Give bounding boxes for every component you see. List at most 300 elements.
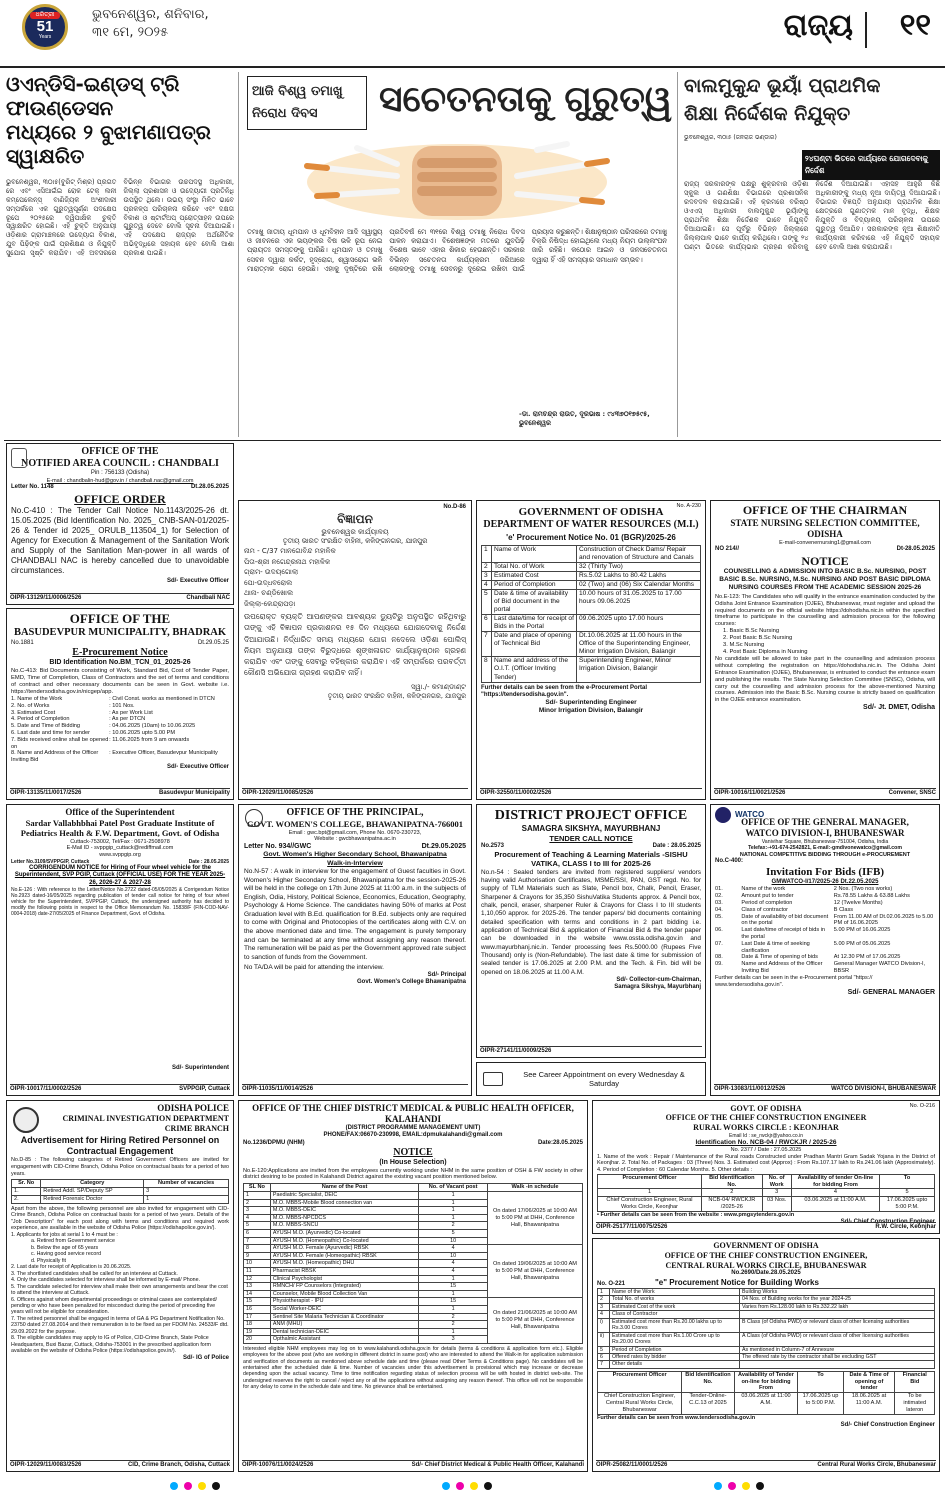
detail-cell: 03.	[715, 899, 723, 906]
list-item: 2. Last date for receipt of Application is 20.06.2025.	[11, 1264, 132, 1271]
emblem-icon	[11, 448, 27, 468]
anniversary-badge: ଧରିତ୍ରୀ 51 Years	[22, 4, 68, 50]
table-cell: Date and place of opening of Technical Bid	[492, 632, 577, 657]
table-cell: 2	[419, 1222, 488, 1230]
course-item: 1. Basic B.Sc Nursing	[723, 628, 780, 635]
list-item: a. Retired from Government service	[31, 1238, 115, 1245]
table-row	[244, 1192, 583, 1200]
column-header: Walk -in schedule	[488, 1184, 583, 1192]
table-cell: Counselor, Mobile Blood Collection Van	[270, 1290, 418, 1298]
table-cell: 1	[482, 546, 492, 563]
column-number: 4	[791, 1189, 879, 1197]
table-cell: Opthalmic Assistant	[270, 1336, 418, 1344]
table-row	[482, 657, 701, 682]
detail-cell: Last Date & time of seeking clarification	[741, 940, 810, 954]
table-row	[482, 572, 701, 581]
table-cell: Sentinel Site Malaria Technician & Coordinator	[270, 1313, 418, 1321]
column-header: Financial Bid	[895, 1371, 935, 1392]
table-row	[482, 590, 701, 615]
detail-cell: 5.00 PM of 05.06.2025	[833, 940, 891, 947]
table-cell: 6	[482, 615, 492, 632]
table-cell: 1	[419, 1290, 488, 1298]
column-header: Availability of Tender on-line for bidding From	[734, 1371, 798, 1392]
table-cell: 5	[244, 1222, 271, 1230]
table-cell: Other details	[610, 1361, 740, 1368]
list-item: 1. Applicants for jobs at serial 1 to 4 must be :	[11, 1232, 118, 1238]
detail-row	[11, 730, 229, 737]
list-item: 5. The candidate selected for interview shall make their own arrangements and bear the cost to attend the interview at Cuttack.	[11, 1283, 228, 1297]
detail-row	[11, 750, 229, 764]
table-cell: M.O. MBBS-DEIC	[270, 1207, 418, 1215]
keonjhar-tender-table	[597, 1174, 935, 1212]
water-tender-table	[481, 545, 701, 683]
table-cell: 10	[419, 1252, 488, 1260]
detail-row	[715, 927, 935, 941]
table-row	[598, 1361, 935, 1368]
watco-details	[715, 886, 935, 975]
table-cell: 1	[419, 1328, 488, 1336]
table-cell: RMNCH/ FP Counselors (Integrated)	[270, 1283, 418, 1291]
police-badge-icon	[13, 1107, 39, 1133]
course-item: 4. Post Basic Diploma in Nursing	[723, 649, 808, 656]
detail-row	[11, 716, 229, 723]
detail-cell: 2 Nos. (Two nos works)	[833, 886, 893, 893]
detail-cell: Period of completion	[741, 899, 793, 906]
column-header: Bid Identification No.	[702, 1174, 763, 1189]
detail-cell: Class of contractor	[741, 906, 789, 913]
table-cell: Period of Completion	[492, 581, 577, 590]
table-cell: 5	[419, 1230, 488, 1238]
table-row	[598, 1288, 935, 1295]
table-cell: Class of Contractor	[610, 1311, 740, 1318]
story-tobacco	[238, 72, 678, 437]
table-cell: 16	[244, 1305, 271, 1313]
column-header: Bid Identification No.	[682, 1371, 734, 1392]
story-ondc-headline: ଓଏନ୍‌ଡିସି-ଇଣ୍ଡସ୍‌ ଟ୍ରି ଫାଉଣ୍ଡେସନ ମଧ୍ୟରେ ୨ ବୁଝାମଣାପତ୍ର ସ୍ୱାକ୍ଷରିତ	[6, 72, 211, 168]
detail-cell: 12 (Twelve Months)	[833, 899, 883, 906]
detail-row	[11, 710, 229, 717]
table-cell: Period of Completion	[610, 1346, 740, 1353]
detail-label: 6. Last date and time for sender	[11, 730, 90, 736]
detail-label: 5. Date and Time of Bidding	[11, 723, 81, 730]
ad-basudevpur: OFFICE OF THE BASUDEVPUR MUNICIPALITY, BHADRAK No.1881 Dt.29.05.25 E-Procurement Notice BID Identification No.BM_TCN_01_2025-26 No.C-413: Bid Documents consisting of Work, Standard Bid, Cost of Tender Paper, EMD, Time of Completion, Class of Contractors and the set of terms and conditions of contract and other necessary documents can be seen in Govt. website i.e. https://tendersodisha.gov.in/nicgep/app. 1. Name of the Work : Civil Const. works as mentioned in DTCN 2. No. of Works : 101 Nos. 3. Estimated Cost : As per Work List 4. Period of Completion : As per DTCN 5. Date and Time of Bidding : 04.06.2025 (10am) to 10.06.2025 6. Last date and time for sender : 10.06.2025 upto 5.00 PM 7. Bids received online shall be opened on : 11.06.2025 from 9 am onwards 8. Name and Address of the Officer Inviting Bid : Executive Officer, Basudevpur Municipality Sd/- Executive Officer OIPR-13135/11/0017/2526 Basudevpur Municipality	[6, 608, 234, 800]
table-cell: 2	[482, 563, 492, 572]
detail-label: 8. Name and Address of the Officer Inviting Bid	[11, 750, 99, 764]
table-row	[598, 1318, 935, 1332]
table-cell: 8	[482, 657, 492, 682]
table-cell: 18	[244, 1321, 271, 1329]
detail-value: : 10.06.2025 upto 5.00 PM	[109, 730, 176, 736]
dateline: ଭୁବନେଶ୍ୱର, ଶନିବାର, ୩୧ ମେ, ୨୦୨୫	[92, 7, 209, 40]
column-header: Date & Time of opening of tender	[843, 1371, 895, 1392]
detail-label: 1. Name of the Work	[11, 695, 63, 702]
detail-cell: General Manager WATCO Division-I, BBSR	[833, 961, 926, 975]
table-cell: 3	[419, 1336, 488, 1344]
table-cell: 1	[419, 1207, 488, 1215]
field-line: ପିତା-ଶ୍ରୀ ନଗେନ୍ଦ୍ରନାଥ ମହାଳିକ	[244, 557, 331, 566]
table-cell: Total No. of Work	[492, 563, 577, 572]
table-cell: 1	[244, 1192, 271, 1200]
table-cell: 14	[244, 1290, 271, 1298]
column-number: 1	[598, 1189, 702, 1197]
table-cell: 17.06.2025 upto 5:00 P.M.	[880, 1197, 935, 1212]
table-cell: 12	[244, 1275, 271, 1283]
table-cell: 15	[419, 1283, 488, 1291]
detail-cell: Date & Time of opening of bids	[741, 954, 818, 961]
table-cell: 03.06.2025 at 11:00 A.M.	[734, 1393, 798, 1414]
ad-nursing: OFFICE OF THE CHAIRMAN STATE NURSING SELECTION COMMITTEE, ODISHA E-mail-convenernursing1@gmail.com NO 214// Dt-28.05.2025 NOTICE COUNSELLING & ADMISSION INTO BASIC B.Sc. NURSING, POST BASIC B.Sc. NURSING, M.Sc. NURSING AND POST BASIC DIPLOMA NURSING COURSES FROM THE ACADEMIC SESSION 2025-26 No.E-123: The Candidates who will qualify in the entrance examination conducted by the Odisha Joint Entrance Examination (OJEE), Bhubaneswar, must register and upload the required documents on the official website https://dohodisha.nic.in within the specified timeframe to participate in the counselling and admission process for the following courses: 1. Basic B.Sc Nursing 2. Post Basic B.Sc Nursing 3. M.Sc Nursing 4. Post Basic Diploma in Nursing No candidate will be allowed to take part in the counselling and admission process without completing the registration on https://dohodisha.nic.in. The Odisha Joint Entrance Examination (OJEE), Bhubaneswar, is entrusted to conduct the entrance exam and publishing the results. The State Nursing Selection Committee (SNSC), Odisha, will carry out the counselling and admission process for the above-mentioned Nursing courses. Admission into the Basic B.Sc. Nursing course is strictly based on qualification in the OJEE entrance examination. Sd/- Jt. DMET, Odisha OIPR-10016/11/0021/2526 Convener, SNSC	[710, 500, 940, 800]
detail-value: : 11.06.2025 from 9 am onwards	[109, 736, 190, 743]
column-header: No. of Work	[762, 1174, 791, 1189]
table-cell: 7	[244, 1237, 271, 1245]
table-cell: 32 (Thirty Two)	[577, 563, 701, 572]
story-tobacco-headline: ସଚେତନତାକୁ ଗୁରୁତ୍ୱ	[379, 79, 673, 120]
table-cell: 3	[244, 1207, 271, 1215]
detail-cell: 04.	[715, 906, 723, 913]
ad-watco: WATCO OFFICE OF THE GENERAL MANAGER, WATCO DIVISION-I, BHUBANESWAR Vanivihar Square, Bhubaneswar-751004, Odisha, India Telefax:-+91-674-2542821, E-mail:-gmdivonewatco@gmail.com NATIONAL COMPETITIVE BIDDING THROUGH e-PROCUREMENT No.C-400: Invitation For Bids (IFB) GMWATCO-I/17/2025-26 Dt.22.05.2025 01. Name of the work 2 Nos. (Two nos works) 02. Amount put to tender Rs.78.55 Lakhs & 63.88 Lakhs 03. Period of completion 12 (Twelve Months) 04. Class of contractor B Class 05. Date of availability of bid document on the portal From 11.00 AM of Dt.02.06.2025 to 5.00 PM of 16.06.2025 06. Last date/time of receipt of bids in the portal 5.00 PM of 16.06.2025 07. Last Date & time of seeking clarification 5.00 PM of 05.06.2025 08. Date & Time of opening of bids At 12.30 PM of 17.06.2025 09. Name and Address of the Officer Inviting Bid General Manager WATCO Division-I, BBSR Further details can be seen in the e-Procurement portal "https:// www.tendersodisha.gov.in". Sd/- GENERAL MANAGER OIPR-13083/11/0012/2526 WATCO DIVISION-I, BHUBANESWAR	[710, 804, 940, 1096]
table-cell: Name and address of the O.I.T. (Officer Inviting Tender)	[492, 657, 577, 682]
course-item: 3. M.Sc Nursing	[723, 642, 765, 649]
table-cell: 5	[482, 590, 492, 615]
story-appointment-dateline: ଭୁବନେଶ୍ୱର, ୩୦ା୫ (ଜନରାଜ ଭଣ୍ଡାର)	[684, 134, 777, 141]
table-cell: 15	[419, 1298, 488, 1306]
column-header: Category	[41, 1180, 144, 1188]
column-header: Sr. No	[12, 1180, 41, 1188]
police-vacancy-table	[11, 1179, 229, 1203]
list-item: 7. The retired personnel shall be engaged in terms of GA & PG Department Notification No. 23750 dated 27.08.2014 and their remuneration is to be fixed as per FDOM No. 24533/F dtd. 29.09.2022 for the purpose.	[11, 1315, 229, 1335]
table-cell: 20	[244, 1336, 271, 1344]
table-cell: 03.06.2025 at 11:00 A.M.	[791, 1197, 879, 1212]
table-cell: Estimated Cost of the work	[610, 1303, 740, 1310]
table-cell: i)	[598, 1318, 610, 1332]
table-cell: 17	[244, 1313, 271, 1321]
table-cell: 2	[598, 1296, 610, 1303]
table-cell: Superintending Engineer, Minor Irrigation Division, Balangir	[577, 657, 701, 682]
table-cell: 10	[244, 1260, 271, 1268]
detail-row	[11, 723, 229, 730]
detail-row	[715, 961, 935, 975]
table-cell: Last date/time for receipt of Bids in the Portal	[492, 615, 577, 632]
story-appointment-subhead: ୨୪ଘଣ୍ଟା ଭିତରେ କାର୍ଯ୍ୟରେ ଯୋଗଦେବାକୁ ନିର୍ଦ୍ଦେଶ	[802, 150, 940, 180]
table-row	[482, 581, 701, 590]
table-cell: M.O. MBBS-Mobile Blood connection van	[270, 1199, 418, 1207]
table-cell: 3	[598, 1303, 610, 1310]
column-header: To	[880, 1174, 935, 1189]
story-appointment-body: ରାଜ୍ୟ ସରକାରଙ୍କ ପକ୍ଷରୁ ଶୁକ୍ରବାର ଓଡ଼ିଶା ସ୍କୁଲ ଓ ଗଣଶିକ୍ଷା ବିଭାଗରେ ପ୍ରଶାସନିକ ରଦବଦଳ କରାଯାଇଛି। ଏହି କ୍ରମରେ ବରିଷ୍ଠ ଓଏଏସ୍ ଅଧିକାରୀ ବାଲମୁକୁନ୍ଦ ଭୂୟାଁଙ୍କୁ ପ୍ରାଥମିକ ଶିକ୍ଷା ନିର୍ଦ୍ଦେଶକ ଭାବେ ନିଯୁକ୍ତି ଦିଆଯାଇଛି। ସେ ପୂର୍ବରୁ ବିଭିନ୍ନ ଜିଲ୍ଲାରେ ଜିଲ୍ଲାପାଳ ଭାବେ କାର୍ଯ୍ୟ କରିଥିଲେ। ତାଙ୍କୁ ୨୪ ଘଣ୍ଟା ଭିତରେ କାର୍ଯ୍ୟଭାର ଗ୍ରହଣ କରିବାକୁ ନିର୍ଦ୍ଦେଶ ଦିଆଯାଇଛି। ଏହାସହ ଆହୁରି କିଛି ଅଧିକାରୀଙ୍କୁ ମଧ୍ୟ ନୂଆ ଦାୟିତ୍ୱ ଦିଆଯାଇଛି। ବିଭାଗର ବିଜ୍ଞପ୍ତି ଅନୁଯାୟୀ ପ୍ରାଥମିକ ଶିକ୍ଷା କ୍ଷେତ୍ରରେ ଗୁଣାତ୍ମକ ମାନ ବୃଦ୍ଧି, ଶିକ୍ଷକ ନିଯୁକ୍ତି ଓ ବିଦ୍ୟାଳୟ ପରିଚାଳନା ଉପରେ ଗୁରୁତ୍ୱ ଦିଆଯିବ। ସରକାରଙ୍କ ନୂଆ ଶିକ୍ଷାନୀତି କାର୍ଯ୍ୟକାରୀ କରିବାରେ ଏହି ନିଯୁକ୍ତି ସହାୟକ ହେବ ବୋଲି ଆଶା କରାଯାଉଛି।	[684, 180, 940, 252]
table-cell: NCB-04/ RWCKJR /2025-26	[702, 1197, 763, 1212]
detail-row	[715, 893, 935, 900]
table-cell: AYUSH M.O. (Ayurvedic) Co-located	[270, 1230, 418, 1238]
table-row	[598, 1197, 935, 1212]
table-cell: 17.06.2025 up to 5:00 P.M.	[798, 1393, 843, 1414]
detail-value: : 04.06.2025 (10am) to 10.06.2025	[109, 723, 196, 730]
table-cell: 13	[244, 1283, 271, 1291]
detail-cell: B Class	[833, 906, 854, 913]
table-row	[598, 1346, 935, 1353]
detail-cell: Name of the work	[741, 886, 786, 893]
table-row	[244, 1245, 583, 1253]
table-cell: Dental technician-DEIC	[270, 1328, 418, 1336]
table-cell: 4	[598, 1311, 610, 1318]
detail-cell: At 12.30 PM of 17.06.2025	[833, 954, 901, 961]
table-cell: Chief Construction Engineer, Central Rural Works Circle, Bhubaneswar	[598, 1393, 682, 1414]
table-cell: M.O. MBBS-NPCDCS	[270, 1214, 418, 1222]
table-cell: A Class (of Odisha PWD) or relevant class of other licensing authorities	[740, 1332, 935, 1346]
detail-cell: 5.00 PM of 16.06.2025	[833, 927, 891, 934]
table-cell: Date & time of availability of Bid document in the portal	[492, 590, 577, 615]
detail-value: : As per DTCN	[109, 716, 146, 723]
detail-value: : As per Work List	[109, 709, 153, 716]
detail-cell: Last date/time of receipt of bids in the portal	[741, 927, 826, 941]
column-header: Number of vacancies	[144, 1180, 229, 1188]
detail-row	[715, 954, 935, 961]
briefcase-icon	[483, 1072, 503, 1086]
table-cell: 8	[244, 1245, 271, 1253]
detail-label: 4. Period of Completion	[11, 716, 70, 723]
walk-in-schedule: On dated 21/06/2025 at 10:00 AM to 5:00 PM at DHH, Conference Hall, Bhawanipatna	[488, 1298, 583, 1344]
detail-cell: 09.	[715, 961, 723, 968]
nursing-course-list	[723, 628, 935, 656]
detail-cell: 01.	[715, 886, 723, 893]
table-header-row	[598, 1371, 935, 1392]
table-cell: 1	[144, 1195, 229, 1203]
table-cell: 1	[598, 1288, 610, 1295]
table-cell: Tender-Online-C.C.13 of 2025	[682, 1393, 734, 1414]
column-header: Name of the Post	[270, 1184, 418, 1192]
detail-value: : Executive Officer, Basudevpur Municipality	[109, 750, 218, 757]
table-row	[482, 632, 701, 657]
detail-row	[715, 941, 935, 955]
ad-chandbali: OFFICE OF THE NOTIFIED AREA COUNCIL : CHANDBALI Pin : 756133 (Odisha) E-mail : chandbalin-hud@gov.in / chandbali.nac@gmail.com Letter No. 1148 Dt.28.05.2025 OFFICE ORDER No.C-410 : The Tender Call Notice No.1143/2025-26 dt. 15.05.2025 (Bid Identification No. 2025_ CNB-SAN-01/2025-26 & Tender id 2025_ ORULB_113504_1) for Selection of Agency for Execution & Management of the Sanitation Work and Supply of the Sanitation Man-power in all wards of CHANDBALI NAC is hereby cancelled due to unavoidable circumstances. Sd/- Executive Officer OIPR-13129/11/0006/2526 Chandbali NAC	[6, 443, 234, 605]
table-row	[482, 563, 701, 572]
list-item: 8. The eligible candidates may apply to IG of Police, CID-Crime Branch, State Police Headquarters, Buxi Bazar, Cuttack, Odisha-753001 in the prescribed application form available on the website of Odisha Police (https://odishapolice.gov.in/).	[11, 1335, 211, 1355]
table-cell: 18.06.2025 at 11:00 A.M.	[843, 1393, 895, 1414]
column-number: 5	[880, 1189, 935, 1197]
detail-row	[715, 900, 935, 907]
walk-in-schedule: On dated 19/06/2025 at 10:00 AM to 5:00 PM at DHH, Conference Hall, Bhawanipatna	[488, 1245, 583, 1298]
field-line: ଜିଲ୍ଲା-କେନ୍ଦ୍ରାପଡ଼ା	[244, 599, 296, 608]
table-cell: 19	[244, 1328, 271, 1336]
section-title: ରାଜ୍ୟ	[783, 8, 853, 43]
list-item: 3. The shortlisted candidates shall be called for an interview at Cuttack.	[11, 1270, 178, 1277]
detail-cell: 06.	[715, 927, 723, 934]
table-cell: Name of the Work	[610, 1288, 740, 1295]
table-cell: Clinical Psychologist	[270, 1275, 418, 1283]
table-cell: The offered rate by the contractor shall be excluding GST	[740, 1353, 935, 1360]
ad-sardar-patel: Office of the Superintendent Sardar Vallabhbhai Patel Post Graduate Institute of Pediatrics Health & F.W. Department, Govt. of Odisha Cuttack-753002, Tel/Fax : 0671-2508978 E-Mail ID - svppgip_cuttack@rediffmail.com www.svppgip.org Letter No.3109/SVPPGIP, Cuttack Date : 28.05.2025 CORRIGENDUM NOTICE for Hiring of Four wheel vehicle for the Superintendent, SVP PGIP, Cuttack (OFFICIAL USE) FOR THE YEAR 2025-26, 2026-27 & 2027-28 No.E-126 : With reference to the Letter/Notice No.2722 dated-05/05/2025 & Corrigendum Notice No.2923 dated-16/05/2025 regarding publication of tender call notice for hiring of four wheel vehicle for the Superintendent, SVPPGIP, Cuttack, the undersigned authority has decided to modify the following points in respect to the Office Memorandum No. 15838/F (FIN-COD-NAV-0004-2018) date-27/05/2025 of Finance Department, Govt. of Odisha. Sd/- Superintendent OIPR-10017/11/0002/2526 SVPPGIP, Cuttack	[6, 804, 234, 1096]
detail-row	[11, 696, 229, 703]
table-row	[12, 1188, 229, 1196]
field-line: ନାମ - C/37 ମାନଗୋବିନ୍ଦ ମହାଳିକ	[244, 547, 336, 556]
table-cell: 4	[419, 1260, 488, 1268]
table-cell: Paediatric Specialist, DEIC	[270, 1192, 418, 1200]
table-cell: 7	[598, 1361, 610, 1368]
detail-value: : Civil Const. works as mentioned in DTCN	[109, 695, 215, 702]
detail-cell: 07.	[715, 940, 723, 947]
table-cell: 2	[244, 1199, 271, 1207]
table-cell: 9	[244, 1252, 271, 1260]
table-cell: Retired Forensic Doctor	[41, 1195, 144, 1203]
table-cell: Varies from Rs.128.00 lakh to Rs.332.22 lakh	[740, 1303, 935, 1310]
detail-row	[715, 914, 935, 928]
table-cell: 1	[419, 1275, 488, 1283]
table-row	[598, 1296, 935, 1303]
masthead	[0, 0, 945, 68]
table-cell: 03 Nos.	[762, 1197, 791, 1212]
detail-cell: Rs.78.55 Lakhs & 63.88 Lakhs	[833, 893, 910, 900]
ad-keonjhar: No. O-216 GOVT. OF ODISHA OFFICE OF THE CHIEF CONSTRUCTION ENGINEER RURAL WORKS CIRCLE : KEONJHAR Email Id : se_rwckjr@yahoo.co.in Identification No. NCB-04 / RWCKJR / 2025-26 No. 2377 / Date : 27.05.2025 1. Name of the work : Repair / Maintenance of the Rural roads Constructed under Pradhan Mantri Gram Sadak Yojana in the District of Keonjhar. 2. Total No. of Packages : 03 (Three) Nos. 3. Estimated cost (Approx) : From Rs.107.17 lakh to Rs.241.06 lakh (Approximately). 4. Period of Completion : 60 Calendar Months. 5. Other details : Procurement Officer Bid Identification No. No. of Work Availability of tender On-line for bidding From To 1 2 3 4 5 Chief Construction Engineer, Rural Works Circle, Keonjhar NCB-04/ RWCKJR /2025-26 03 Nos. 03.06.2025 at 11:00 A.M. 17.06.2025 upto 5:00 P.M. • Further details can be seen from the website : www.pmgsytenders.gov.in Sd/- Chief Construction Engineer OIPR-25177/11/0075/2526 R.W. Circle, Keonjhar	[592, 1100, 940, 1234]
table-cell: 09.06.2025 upto 17.00 hours	[577, 615, 701, 632]
bbsr-schedule-table	[597, 1371, 935, 1415]
table-number-row	[598, 1189, 935, 1197]
table-cell: Estimated cost more than Rs.20.00 lakhs up to Rs.3.00 Crores	[610, 1318, 740, 1332]
list-item: d. Physically fit	[31, 1257, 67, 1264]
table-cell: 4	[482, 581, 492, 590]
story-appointment	[684, 72, 940, 437]
page-number: ୧୧	[899, 8, 931, 43]
table-header-row	[12, 1180, 229, 1188]
table-cell: 1	[419, 1214, 488, 1222]
table-row	[244, 1298, 583, 1306]
watco-logo-icon	[715, 807, 731, 823]
detail-label: 7. Bids received online shall be opened on	[11, 736, 109, 750]
column-header: Availability of tender On-line for bidding From	[791, 1174, 879, 1189]
detail-cell: 05.	[715, 913, 723, 920]
detail-value: : 101 Nos.	[109, 702, 135, 709]
table-row	[482, 546, 701, 563]
table-cell: 1	[419, 1199, 488, 1207]
table-cell: 10	[419, 1237, 488, 1245]
table-cell: 15	[244, 1298, 271, 1306]
career-box: See Career Appointment on every Wednesday & Saturday	[476, 1062, 706, 1096]
field-line: ଗ୍ରାମ- ଉଦୟଗୋଲା	[244, 568, 299, 577]
table-cell: Pharmacist RBSK	[270, 1267, 418, 1275]
ad-water-resources: No. A-230 GOVERNMENT OF ODISHA DEPARTMENT OF WATER RESOURCES (M.I.) 'e' Procurement Notice No. 01 (BGR)/2025-26 1 Name of Work Construction of Check Dams/ Repair and renovation of Structure and Canals 2 Total No. of Work 32 (Thirty Two) 3 Estimated Cost Rs.5.02 Lakhs to 80.42 Lakhs 4 Period of Completion 02 (Two) and (06) Six Calendar Months 5 Date & time of availability of Bid document in the portal 10.00 hours of 31.05.2025 to 17.00 hours 09.06.2025 6 Last date/time for receipt of Bids in the Portal 09.06.2025 upto 17.00 hours 7 Date and place of opening of Technical Bid Dt.10.06.2025 at 11.00 hours in the Office of the Superintending Engineer, Minor Irrigation Division, Balangir 8 Name and address of the O.I.T. (Officer Inviting Tender) Superintending Engineer, Minor Irrigation Division, Balangir Further details can be seen from the e-Procurement Portal "https://tendersodisha.gov.in". Sd/- Superintending Engineer Minor Irrigation Division, Balangir OIPR-32550/11/0002/2526	[476, 500, 706, 800]
table-cell: 1	[419, 1192, 488, 1200]
table-cell: AYUSH M.O. Female (Ayurvedic) RBSK	[270, 1245, 418, 1253]
ad-odisha-police: ODISHA POLICE CRIMINAL INVESTIGATION DEPARTMENT CRIME BRANCH Advertisement for Hiring Retired Personnel on Contractual Engagement No.D-85 : The following categories of Retired Government Officers are invited for engagement with CID-Crime Branch, Odisha Police on contractual basis for a period of two years. Sr. No Category Number of vacancies 1. Retired Addl. SP/Deputy SP 3 2. Retired Forensic Doctor 1 Apart from the above, the following personnel are also invited for engagement with CID-Crime Branch, Odisha Police on contractual basis for a period of two years. Details of the "Job Description" for each post along with terms and conditions and required work experience, are available in the website of Odisha Police (https://odishapolice.gov.in/). 1. Applicants for jobs at serial 1 to 4 must be : a. Retired from Government service b. Below the age of 65 years c. Having good service record d. Physically fit 2. Last date for receipt of Application is 20.06.2025. 3. The shortlisted candidates shall be called for an interview at Cuttack. 4. Only the candidates selected for interview shall be informed by E-mail/ Phone. 5. The candidate selected for interview shall make their own arrangements and bear the cost to attend the interview at Cuttack. 6. Officers against whom departmental proceedings or criminal cases are contemplated/ pending or who have been penalized for misconduct during the period of preceding five years will not be eligible for consideration. 7. The retired personnel shall be engaged in terms of GA & PG Department Notification No. 23750 dated 27.08.2014 and their remuneration is to be fixed as per FDOM No. 24533/F dtd. 29.09.2022 for the purpose. 8. The eligible candidates may apply to IG of Police, CID-Crime Branch, State Police Headquarters, Buxi Bazar, Cuttack, Odisha-753001 in the prescribed application form available on the website of Odisha Police (https://odishapolice.gov.in/). Sd/- IG of Police OIPR-12029/11/0083/2526 CID, Crime Branch, Odisha, Cuttack	[6, 1100, 234, 1472]
table-cell: Rs.5.02 Lakhs to 80.42 Lakhs	[577, 572, 701, 581]
ad-district-project: DISTRICT PROJECT OFFICE SAMAGRA SIKSHYA, MAYURBHANJ TENDER CALL NOTICE No.2573 Date : 28.05.2025 Procurement of Teaching & Learning Materials -SISHU VATIKA, CLASS I to III for 2025-26 No.n-54 : Sealed tenders are invited from registered suppliers/ vendors having valid Authorisation Certificates, MSME/SSI, PAN, GST regd. No. for supply of TLM Materials such as Slate, Pencil box, Chalk, Pencil, Eraser, Sharpener & Crayons for 35,350 SishuVatika Students approx. & Pencil box, chalk, pencil, eraser, sharpener Ruler & Crayons for Class I to III students 1,10,050 approx. for 2025-26. The tender papers/ bid documents containing detailed specification with terms and conditions in 2 part bidding i.e. application of Technical Bid & application of Financial Bid & the tender paper can be downloaded in the website www.ossta.odisha.gov.in and www.mayurbhanj.nic.in. Tender processing fees Rs.5000.00 (Rupees Five Thousand) only is (Non-Refundable). The last date & time for submission of sealed tender is 17.06.2025 at 2.00 P.M. and the Tech. & Fin. bid will be opened on 18.06.2025 at 11.00 A.M. Sd/- Collector-cum-Chairman, Samagra Sikshya, Mayurbhanj OIPR-27141/11/0009/2526	[476, 804, 706, 1058]
detail-label: 2. No. of Works	[11, 702, 50, 709]
table-cell: 5	[598, 1346, 610, 1353]
kalahandi-vacancy-table	[243, 1183, 583, 1344]
story-tobacco-byline: -ଡା. ରାମଚନ୍ଦ୍ର ରାଉତ, ଦୂରଭାଷ : ୯୪୩୭୦୧୭୫୯୫, ଭୁବନେଶ୍ୱର	[519, 410, 650, 427]
ad-kalahandi: OFFICE OF THE CHIEF DISTRICT MEDICAL & PUBLIC HEALTH OFFICER, KALAHANDI (DISTRICT PROGRAMME MANAGEMENT UNIT) PHONE/FAX:06670-230998, EMAIL:dpmukalahandi@gmail.com No.1236/DPMU (NHM) Date:28.05.2025 NOTICE (In House Selection) No.E-120:Applications are invited from the employees currently working under NHM in the same position of OSH & FW society in other district desiring to be posted in Kalahandi District against the existing vacant position mentioned below. SL No Name of the Post No. of Vacant post Walk -in schedule 1 Paediatric Specialist, DEIC 1 On dated 17/06/2025 at 10:00 AM to 5:00 PM at DHH, Conference Hall, Bhawanipatna 2 M.O. MBBS-Mobile Blood connection van 1 3 M.O. MBBS-DEIC 1 4 M.O. MBBS-NPCDCS 1 5 M.O. MBBS-SNCU 2 6 AYUSH M.O. (Ayurvedic) Co-located 5 7 AYUSH M.O. (Homeopathic) Co-located 10 8 AYUSH M.O. Female (Ayurvedic) RBSK 4 On dated 19/06/2025 at 10:00 AM to 5:00 PM at DHH, Conference Hall, Bhawanipatna 9 AYUSH M.O. Female (Homeopathic) RBSK 10 10 AYUSH M.O. (Homeopathic) DHU 4 11 Pharmacist RBSK 4 12 Clinical Psychologist 1 13 RMNCH/ FP Counselors (Integrated) 15 14 Counselor, Mobile Blood Collection Van 1 15 Physiotherapist - IPU 15 On dated 21/06/2025 at 10:00 AM to 5:00 PM at DHH, Conference Hall, Bhawanipatna 16 Social Worker-DEIC 1 17 Sentinel Site Malaria Technician & Coordinator 2 18 ANM (MHU) 2 19 Dental technician-DEIC 1 20 Opthalmic Assistant 3 Interested eligible NHM employees may log on to www.kalahandi.odisha.gov.in for details (terms & conditions & application form etc.). Eligible employees for the above post (who are working in different district in same post) who are interested to attend the Walk-in for application submission and verification of documents as mentioned above schedule date and time (please read Other Terms & Conditions page). No candidates will be entertained after the scheduled date & time. Number of vacancies under this advertisement is provisional which may increase or decrease depending upon the actual vacancy. Time to time notification regarding status of selection process will be with hosted in district web-site. The undersigned reserves the right to cancel / reject any or all the applications without assigning any reason thereof. This office will not be responsible for any delay to come in the schedule date and time. No grievance shall be entertained. OIPR-10076/11/0024/2526 Sd/- Chief District Medical & Public Health Officer, Kalahandi	[238, 1100, 588, 1472]
table-row	[598, 1393, 935, 1414]
table-cell: 02 (Two) and (06) Six Calendar Months	[577, 581, 701, 590]
section-divider	[865, 12, 867, 48]
table-row	[598, 1311, 935, 1318]
detail-cell: Amount put to tender	[741, 893, 794, 900]
table-cell: 7	[482, 632, 492, 657]
table-cell: AYUSH M.O. Female (Homeopathic) RBSK	[270, 1252, 418, 1260]
column-number: 2	[702, 1189, 763, 1197]
field-line: ପୋ-ଉଦ୍ଧବରୋଲ	[244, 578, 293, 587]
table-cell: 3	[144, 1188, 229, 1196]
table-cell: 4	[244, 1214, 271, 1222]
table-cell: Construction of Check Dams/ Repair and renovation of Structure and Canals	[577, 546, 701, 563]
table-cell: 3	[482, 572, 492, 581]
detail-row	[715, 907, 935, 914]
table-cell: 6	[244, 1230, 271, 1238]
detail-cell: Date of availability of bid document on the portal	[741, 913, 829, 927]
column-header: No. of Vacant post	[419, 1184, 488, 1192]
story-ondc-body: ଭୁବନେଶ୍ୱର, ୩୦ା୫(ବୁରିଟ୍ ମିଶ୍ର) ପ୍ରଗତ ରେ ଏବଂ ଏସିଆଇଁଇ ରୋକ ଟେକ୍ ଲନୀ କମ୍ପେଲେନ୍ସ୍ ବାଣିଜ୍ୟିକ ଅଂଶୀଦାରୀ ସମ୍ପର୍କରେ ଏକ ଗୁରୁତ୍ୱପୂର୍ଣ୍ଣ ପଦକ୍ଷେପ ରୂପେ ୨୦୨୫ରେ ଦ୍ୱିପାକ୍ଷିକ ଚୁକ୍ତି ସ୍ୱାକ୍ଷରିତ ହୋଇଛି। ଏହି ଚୁକ୍ତି ଅନୁଯାୟୀ ଓଡ଼ିଶାର ଗ୍ରାମାଞ୍ଚଳରେ ଉଦ୍ୟୋଗ ବିକାଶ, ଯୁବ ପିଢ଼ିଙ୍କ ପାଇଁ ପ୍ରଶିକ୍ଷଣ ଓ ନିଯୁକ୍ତି ସୁଯୋଗ ସୃଷ୍ଟି କରାଯିବ। ଏହି ଅବସରରେ ବିଭିନ୍ନ ବିଭାଗର ଉଚ୍ଚପଦସ୍ଥ ଅଧିକାରୀ, ଜିଲ୍ଲା ପ୍ରଶାସନ ଓ ଉଦ୍ୟୋଗୀ ପ୍ରତିନିଧି ଉପସ୍ଥିତ ଥିଲେ। ଉଭୟ ସଂସ୍ଥା ମିଳିତ ଭାବେ ପ୍ରକଳ୍ପ ପରିଚାଳନା କରିବେ ଏବଂ ଦକ୍ଷତା ବିକାଶ ଓ ଷ୍ଟାର୍ଟଅପ୍ ପ୍ରୋତ୍ସାହନ ଉପରେ ଗୁରୁତ୍ୱ ଦେବେ ବୋଲି ସୂଚନା ଦିଆଯାଇଛି। ଏହି ପଦକ୍ଷେପ ରାଜ୍ୟର ଅର୍ଥନୈତିକ ଅଭିବୃଦ୍ଧିରେ ସହାୟକ ହେବ ବୋଲି ଆଶା ପ୍ରକାଶ ପାଇଛି।	[6, 178, 234, 258]
table-row	[598, 1303, 935, 1310]
table-cell: Building Works	[740, 1288, 935, 1295]
column-header: SL No	[244, 1184, 271, 1192]
detail-row	[11, 703, 229, 710]
table-header-row	[244, 1184, 583, 1192]
table-cell: Total No. of works	[610, 1296, 740, 1303]
table-cell: Social Worker-DEIC	[270, 1305, 418, 1313]
table-cell: Chief Construction Engineer, Rural Works Circle, Keonjhar	[598, 1197, 702, 1212]
tobacco-fist-illustration	[247, 136, 667, 224]
course-item: 2. Post Basic B.Sc Nursing	[723, 635, 793, 642]
detail-cell: From 11.00 AM of Dt.02.06.2025 to 5.00 PM of 16.06.2025	[833, 913, 934, 927]
story-tobacco-body: ତମାଖୁ ଜାତୀୟ ଧୂମପାନ ଓ ଧୂମବିହୀନ ଆଦି ସ୍ୱାସ୍ଥ୍ୟ ଓ ଜୀବନରେ ଏକ ଭୟଙ୍କର ବିଷ ଭଳି ରୂପ ନେଇ ପ୍ରାୟତଃ ସମସ୍ତଙ୍କୁ ଘାରିଛି। ଧୂମପାନ ଓ ତମାଖୁ ସେବନ ଦ୍ୱାରା କର୍କଟ, ହୃଦ୍‌ରୋଗ, ଶ୍ୱାସରୋଗ ଭଳି ମାରାତ୍ମକ ରୋଗ ହେଉଛି। ଏହାକୁ ଦୃଷ୍ଟିରେ ରଖି ପ୍ରତିବର୍ଷ ମେ ୩୧ରେ ବିଶ୍ୱ ତମାଖୁ ନିରୋଧ ଦିବସ ପାଳନ କରାଯାଏ। ବିଶେଷଜ୍ଞଙ୍କ ମତରେ ଯୁବପିଢ଼ି ବିଶେଷ ଭାବେ ଏହାର ଶିକାର ହେଉଛନ୍ତି। ସରକାର ବିଭିନ୍ନ ସଚେତନତା କାର୍ଯ୍ୟକ୍ରମ ଜରିଆରେ ଲୋକଙ୍କୁ ତମାଖୁ ସେବନରୁ ଦୂରେଇ ରଖିବା ପାଇଁ ପ୍ରୟାସ କରୁଛନ୍ତି। ଶିକ୍ଷାନୁଷ୍ଠାନ ପରିସରରେ ତମାଖୁ ବିକ୍ରି ନିଷିଦ୍ଧ ହୋଇଥିଲେ ମଧ୍ୟ ନିୟମ ଉଲ୍ଲଂଘନ ଜାରି ରହିଛି। କଠୋର ଆଇନ ଓ ଜନସଚେତନତା ଦ୍ୱାରା ହିଁ ଏହି ସମସ୍ୟାର ସମାଧାନ ସମ୍ଭବ।	[247, 228, 667, 273]
table-cell: Retired Addl. SP/Deputy SP	[41, 1188, 144, 1196]
table-cell	[740, 1311, 935, 1318]
odia-notice-fields	[244, 546, 466, 609]
column-header: To	[798, 1371, 843, 1392]
table-cell: 2	[419, 1313, 488, 1321]
story-ondc	[6, 72, 234, 437]
ad-odia-notice: No.D-86 ବିଜ୍ଞାପନ ଭୁବନେଶ୍ୱର କାର୍ଯ୍ୟାଳୟ ତୃତୀୟ ଭାରତ ସଂରକ୍ଷିତ ବାହିନୀ, କଳିଙ୍ଗନଗର, ଯାଜପୁର ନାମ - C/37 ମାନଗୋବିନ୍ଦ ମହାଳିକ ପିତା-ଶ୍ରୀ ନଗେନ୍ଦ୍ରନାଥ ମହାଳିକ ଗ୍ରାମ- ଉଦୟଗୋଲା ପୋ-ଉଦ୍ଧବରୋଲ ଥାନା- ଚଣ୍ଡିଖୋଲ ଜିଲ୍ଲା-କେନ୍ଦ୍ରାପଡ଼ା ଉପରୋକ୍ତ ବ୍ୟକ୍ତି ଆପଣଙ୍କର ଆବଶ୍ୟକ ଡ୍ୟୁଟିରୁ ଅନୁପସ୍ଥିତ ରହିଥିବାରୁ ତାଙ୍କୁ ଏହି ବିଜ୍ଞାପନ ପ୍ରକାଶନର ୧୫ ଦିନ ମଧ୍ୟରେ ଯୋଗଦେବାକୁ ନିର୍ଦ୍ଦେଶ ଦିଆଯାଉଛି। ନିର୍ଦ୍ଧାରିତ ସମୟ ମଧ୍ୟରେ ଯୋଗ ନଦେଲେ ଓଡ଼ିଶା ପୋଲିସ୍ ନିୟମ ଅନୁଯାୟୀ ତାଙ୍କ ବିରୁଦ୍ଧରେ ଶୃଙ୍ଖଳାଗତ କାର୍ଯ୍ୟାନୁଷ୍ଠାନ ଗ୍ରହଣ କରାଯିବ ଏବଂ ତାଙ୍କୁ ସେବାରୁ ବହିଷ୍କାର କରାଯିବ। ଏହି ସମ୍ପର୍କରେ ପରବର୍ତ୍ତୀ କୌଣସି ଅଭିଯୋଗ ଗ୍ରହଣ କରାଯିବ ନାହିଁ। ସ୍ୱା./- କମାଣ୍ଡାଣ୍ଟ ତୃତୀୟ ଭାରତ ସଂରକ୍ଷିତ ବାହିନୀ, କଳିଙ୍ଗନଗର, ଯାଜପୁର OIPR-12029/11/0085/2526	[238, 500, 472, 800]
field-line: ଥାନା- ଚଣ୍ଡିଖୋଲ	[244, 589, 294, 598]
color-registration-marks	[170, 1482, 770, 1492]
table-cell: AYUSH M.O. (Homeopathic) Co-located	[270, 1237, 418, 1245]
table-cell: 6	[598, 1353, 610, 1360]
detail-cell: Name and Address of the Officer Inviting Bid	[741, 961, 823, 975]
ad-womens-college: OFFICE OF THE PRINCIPAL, GOVT. WOMEN'S COLLEGE, BHAWANIPATNA-766001 Email : gwc.bpt@gmail.com, Phone No. 0670-230723, Website : gwcbhawanipatna.ac.in Letter No. 934//GWC Dt.29.05.2025 Govt. Women's Higher Secondary School, Bhawanipatna Walk-in-Interview No.N-57 : A walk in interview for the engagement of Guest faculties in Govt. Women's Higher Secondary School, Bhawanipatna for the session-2025-26 will be held in the college on 17th June 2025 at 11:00 a.m. in the subjects of English, Odia, History, Political Science, Economics, Education, Geography, Psychology & Home Science. The candidates having 50% of marks at Post Graduation level with B.Ed. qualification for B.Ed. subjects only are required to come with Original and Photocopies of the certificates along with C.V. on the above mentioned date and time. The engagement is purely temporary and can be terminated at any time without assigning any reason thereof. The remuneration will be paid as per the Government approved rate subject to sanction of funds from the Government. No TA/DA will be paid for attending the interview. Sd/- Principal Govt. Women's College Bhawanipatna OIPR-11035/11/0014/2526	[238, 804, 472, 1096]
table-cell: 4	[419, 1267, 488, 1275]
table-cell: 04 Nos. of Building works for the year 2024-25	[740, 1296, 935, 1303]
table-row	[598, 1353, 935, 1360]
table-cell: Estimated Cost	[492, 572, 577, 581]
table-cell: 1.	[12, 1188, 41, 1196]
table-cell: 2.	[12, 1195, 41, 1203]
list-item: 6. Officers against whom departmental proceedings or criminal cases are contemplated/ pending or who have been penalized for misconduct during the period of preceding five years will not be eligible for consideration.	[11, 1296, 217, 1316]
list-item: b. Below the age of 65 years	[31, 1244, 99, 1251]
table-cell	[740, 1361, 935, 1368]
table-cell: M.O. MBBS-SNCU	[270, 1222, 418, 1230]
bbsr-work-table	[597, 1288, 935, 1369]
table-cell: 4	[419, 1245, 488, 1253]
table-cell: AYUSH M.O. (Homeopathic) DHU	[270, 1260, 418, 1268]
table-cell: Offered rates by bidder	[610, 1353, 740, 1360]
table-cell: As mentioned in Column-7 of Annexure	[740, 1346, 935, 1353]
detail-label: 3. Estimated Cost	[11, 709, 56, 716]
column-header: Procurement Officer	[598, 1371, 682, 1392]
table-cell: Estimated cost more than Rs.1.00 Crore up to Rs.20.00 Crores	[610, 1332, 740, 1346]
table-cell: 1	[419, 1305, 488, 1313]
table-cell: B Class (of Odisha PWD) or relevant class of other licensing authorities	[740, 1318, 935, 1332]
story-appointment-headline: ବାଲମୁକୁନ୍ଦ ଭୂୟାଁ ପ୍ରାଥମିକ ଶିକ୍ଷା ନିର୍ଦ୍ଦେଶକ ନିଯୁକ୍ତ	[684, 75, 881, 125]
table-cell: Name of Work	[492, 546, 577, 563]
column-header: Procurement Officer	[598, 1174, 702, 1189]
table-cell: Dt.10.06.2025 at 11.00 hours in the Office of the Superintending Engineer, Minor Irrigation Division, Balangir	[577, 632, 701, 657]
ad-central-rural-works: GOVERNMENT OF ODISHA OFFICE OF THE CHIEF CONSTRUCTION ENGINEER, CENTRAL RURAL WORKS CIRCLE, BHUBANESWAR No.2690/Date.28.05.2025 No. O-221 "e" Procurement Notice for Building Works 1 Name of the Work Building Works 2 Total No. of works 04 Nos. of Building works for the year 2024-25 3 Estimated Cost of the work Varies from Rs.128.00 lakh to Rs.332.22 lakh 4 Class of Contractor i) Estimated cost more than Rs.20.00 lakhs up to Rs.3.00 Crores B Class (of Odisha PWD) or relevant class of other licensing authorities ii) Estimated cost more than Rs.1.00 Crore up to Rs.20.00 Crores A Class (of Odisha PWD) or relevant class of other licensing authorities 5 Period of Completion As mentioned in Column-7 of Annexure 6 Offered rates by bidder The offered rate by the contractor shall be excluding GST 7 Other details Procurement Officer Bid Identification No. Availability of Tender on-line for bidding From To Date & Time of opening of tender Financial Bid Chief Construction Engineer, Central Rural Works Circle, Bhubaneswar Tender-Online-C.C.13 of 2025 03.06.2025 at 11:00 A.M. 17.06.2025 up to 5:00 P.M. 18.06.2025 at 11:00 A.M. To be intimated lateron Further details can be seen from www.tendersodisha.gov.in Sd/- Chief Construction Engineer OIPR-25082/11/0001/2526 Central Rural Works Circle, Bhubaneswar	[592, 1238, 940, 1472]
story-tobacco-kicker: ଆଜି ବିଶ୍ୱ ତମାଖୁ ନିରୋଧ ଦିବସ	[247, 76, 367, 130]
column-number: 3	[762, 1189, 791, 1197]
table-header-row	[598, 1174, 935, 1189]
college-emblem-icon	[245, 809, 263, 827]
detail-row	[715, 886, 935, 893]
detail-cell: 08.	[715, 954, 723, 961]
detail-cell: 02.	[715, 893, 723, 900]
